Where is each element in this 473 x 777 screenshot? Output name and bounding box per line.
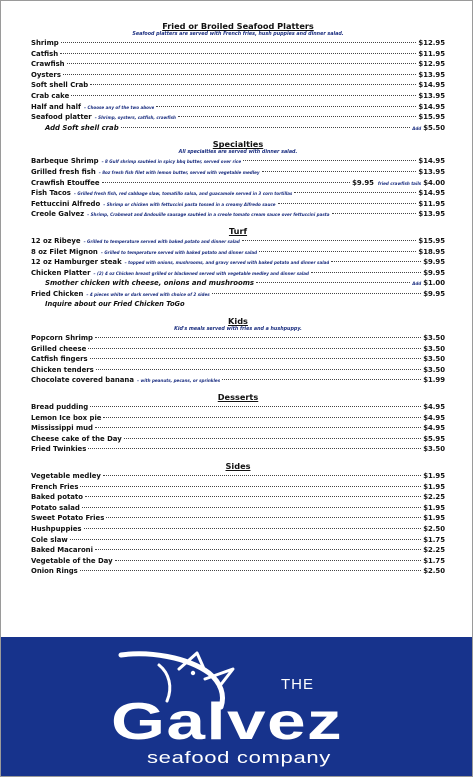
dot-leader bbox=[67, 63, 417, 64]
item-price: $3.50 bbox=[423, 334, 445, 343]
item-name: Crab cake bbox=[31, 91, 70, 100]
item-price: $1.99 bbox=[423, 376, 445, 385]
menu-item bbox=[31, 199, 445, 210]
dot-leader bbox=[63, 74, 416, 75]
item-name: Vegetable of the Day bbox=[31, 556, 113, 565]
item-price: $2.25 bbox=[423, 546, 445, 555]
dot-leader bbox=[95, 549, 421, 550]
dot-leader bbox=[80, 570, 421, 571]
dot-leader bbox=[90, 406, 421, 407]
menu-item bbox=[31, 80, 445, 91]
item-name: Chicken tenders bbox=[31, 365, 94, 374]
togo-note: Inquire about our Fried Chicken ToGo bbox=[45, 300, 185, 309]
item-name: Half and half bbox=[31, 102, 81, 111]
dot-leader bbox=[103, 475, 421, 476]
item-name: Cole slaw bbox=[31, 535, 68, 544]
item-name: Soft shell Crab bbox=[31, 81, 89, 90]
item-name: Fettuccini Alfredo bbox=[31, 199, 101, 208]
item-price: $4.95 bbox=[423, 424, 445, 433]
section-subtitle: Kid's meals served with fries and a hushpuppy. bbox=[174, 327, 302, 333]
item-name: 12 oz Hamburger steak bbox=[31, 258, 122, 267]
item-price: $1.75 bbox=[423, 535, 445, 544]
menu-item bbox=[31, 471, 445, 482]
dot-leader bbox=[106, 517, 421, 518]
section-desserts bbox=[31, 392, 445, 455]
menu-item bbox=[31, 444, 445, 455]
item-name: Crawfish bbox=[31, 60, 65, 69]
dot-leader bbox=[82, 507, 421, 508]
item-desc: – Shrimp, oysters, catfish, crawfish bbox=[94, 115, 176, 121]
menu-item bbox=[31, 354, 445, 365]
menu-item bbox=[31, 236, 445, 247]
item-price: $3.50 bbox=[423, 344, 445, 353]
menu-item bbox=[31, 375, 445, 386]
menu-item bbox=[31, 247, 445, 258]
item-name: Add Soft shell crab bbox=[45, 123, 119, 132]
item-price: $13.95 bbox=[418, 167, 445, 176]
item-name: Onion Rings bbox=[31, 567, 78, 576]
menu-item bbox=[31, 70, 445, 81]
item-price: $1.00 bbox=[423, 279, 445, 288]
dot-leader bbox=[156, 106, 416, 107]
section-title: Kids bbox=[228, 316, 248, 327]
footer-banner bbox=[1, 637, 472, 776]
section-sides bbox=[31, 461, 445, 577]
menu-item bbox=[31, 268, 445, 279]
dot-leader bbox=[96, 369, 421, 370]
item-desc: – 4 pieces white or dark served with choice of 2 sides bbox=[86, 291, 210, 297]
menu-item bbox=[31, 59, 445, 70]
menu-item bbox=[31, 503, 445, 514]
item-name: Vegetable medley bbox=[31, 472, 101, 480]
section-title: Desserts bbox=[217, 392, 259, 403]
item-desc: – 8 Gulf shrimp sautéed in spicy bbq butter, served over rice bbox=[101, 159, 242, 165]
item-price: $3.50 bbox=[423, 355, 445, 364]
dot-leader bbox=[115, 560, 422, 561]
item-name: Crawfish Etouffee bbox=[31, 178, 100, 187]
item-name: Catfish bbox=[31, 49, 59, 58]
item-name: Barbeque Shrimp bbox=[31, 157, 99, 166]
item-price: $9.95 bbox=[423, 268, 445, 277]
dot-leader bbox=[85, 496, 421, 497]
item-desc: – Grilled to temperature served with baked potato and dinner salad bbox=[100, 249, 258, 255]
item-desc: – 8oz fresh fish filet with lemon butter, served with vegetable medley bbox=[98, 169, 260, 175]
dot-leader bbox=[80, 486, 421, 487]
item-price: $1.95 bbox=[423, 472, 445, 480]
dot-leader bbox=[212, 293, 422, 294]
menu-item bbox=[31, 38, 445, 49]
menu-item-addon bbox=[31, 123, 445, 134]
menu-item bbox=[31, 513, 445, 524]
item-price: $11.95 bbox=[418, 199, 445, 208]
section-subtitle: Seafood platters are served with French fries, hush puppies and dinner salad. bbox=[132, 32, 344, 37]
section-seafood-platters bbox=[31, 21, 445, 133]
item-price-addon: $4.00 bbox=[423, 178, 445, 187]
item-name: Seafood platter bbox=[31, 113, 92, 122]
item-price: $13.95 bbox=[418, 91, 445, 100]
item-desc: – with peanuts, pecans, or sprinkles bbox=[136, 378, 221, 384]
logo-tagline: seafood company bbox=[147, 748, 331, 767]
dot-leader bbox=[256, 282, 410, 283]
item-price: $3.50 bbox=[423, 365, 445, 374]
item-price: $4.95 bbox=[423, 403, 445, 412]
dot-leader bbox=[259, 251, 416, 252]
item-name: Grilled fresh fish bbox=[31, 167, 96, 176]
section-title: Sides bbox=[225, 461, 251, 471]
item-desc: – Grilled fresh fish, red cabbage slaw, tomatillo salsa, and guacamole served in 3 corn tortillas bbox=[73, 191, 293, 197]
item-price: $1.75 bbox=[423, 556, 445, 565]
item-name: Oysters bbox=[31, 70, 61, 79]
dot-leader bbox=[332, 213, 417, 214]
item-name: 8 oz Filet Mignon bbox=[31, 247, 98, 256]
item-name: Fish Tacos bbox=[31, 189, 71, 198]
item-price: $4.95 bbox=[423, 413, 445, 422]
menu-item bbox=[31, 434, 445, 445]
item-desc: – Shrimp or chicken with fettuccini pasta tossed in a creamy Alfredo sauce bbox=[103, 201, 276, 207]
menu-item bbox=[31, 91, 445, 102]
item-price: $14.95 bbox=[418, 81, 445, 90]
item-name: Baked potato bbox=[31, 493, 83, 502]
item-price: $14.95 bbox=[418, 157, 445, 166]
section-turf bbox=[31, 226, 445, 310]
item-name: Sweet Potato Fries bbox=[31, 514, 105, 523]
menu-body bbox=[31, 21, 445, 583]
dot-leader bbox=[102, 182, 351, 183]
dot-leader bbox=[242, 240, 417, 241]
item-price: $13.95 bbox=[418, 70, 445, 79]
menu-item bbox=[31, 333, 445, 344]
menu-item bbox=[31, 423, 445, 434]
item-name: Bread pudding bbox=[31, 403, 89, 412]
item-price: $12.95 bbox=[418, 39, 445, 47]
dot-leader bbox=[71, 95, 416, 96]
item-price: $13.95 bbox=[418, 210, 445, 219]
item-price: $11.95 bbox=[418, 49, 445, 58]
logo bbox=[109, 643, 369, 771]
item-price: $9.95 bbox=[423, 258, 445, 267]
item-desc: – (2) 4 oz Chicken breast grilled or blackened served with vegetable medley and dinner salad bbox=[93, 270, 309, 276]
menu-item bbox=[31, 482, 445, 493]
menu-item-addon bbox=[31, 278, 445, 289]
item-name: Lemon Ice box pie bbox=[31, 413, 102, 422]
dot-leader bbox=[103, 417, 421, 418]
item-name: French Fries bbox=[31, 482, 79, 491]
dot-leader bbox=[90, 84, 416, 85]
item-price: $1.95 bbox=[423, 503, 445, 512]
dot-leader bbox=[88, 348, 421, 349]
menu-item bbox=[31, 545, 445, 556]
menu-item bbox=[31, 365, 445, 376]
menu-item-etouffee bbox=[31, 178, 445, 189]
item-price: $18.95 bbox=[418, 247, 445, 256]
item-desc: – Shrimp, Crabmeat and Andouille sausage sautéed in a creole tomato cream sauce over fettuccini pasta bbox=[87, 212, 330, 218]
item-tag: Add bbox=[412, 125, 422, 131]
item-price: $2.50 bbox=[423, 524, 445, 533]
item-name: Baked Macaroni bbox=[31, 546, 93, 555]
dot-leader bbox=[222, 379, 421, 380]
dot-leader bbox=[61, 42, 417, 43]
menu-item bbox=[31, 556, 445, 567]
section-title: Fried or Broiled Seafood Platters bbox=[162, 21, 314, 31]
menu-item bbox=[31, 112, 445, 123]
item-price: $5.95 bbox=[423, 434, 445, 443]
menu-item bbox=[31, 257, 445, 268]
dot-leader bbox=[95, 337, 421, 338]
item-name: Chicken Platter bbox=[31, 268, 91, 277]
menu-item bbox=[31, 413, 445, 424]
dot-leader bbox=[331, 261, 421, 262]
dot-leader bbox=[88, 448, 421, 449]
item-name: Mississippi mud bbox=[31, 424, 93, 433]
item-name: Chocolate covered banana bbox=[31, 376, 134, 385]
item-price: $9.95 bbox=[423, 289, 445, 298]
item-name: Fried Twinkies bbox=[31, 445, 87, 454]
item-desc: – Grilled to temperature served with baked potato and dinner salad bbox=[83, 238, 240, 244]
logo-the: THE bbox=[281, 676, 314, 693]
menu-item bbox=[31, 167, 445, 178]
dot-leader bbox=[311, 272, 421, 273]
menu-item-fried-chicken bbox=[31, 289, 445, 300]
menu-item bbox=[31, 102, 445, 113]
item-price: $15.95 bbox=[418, 236, 445, 245]
menu-item bbox=[31, 156, 445, 167]
dot-leader bbox=[90, 358, 422, 359]
dot-leader bbox=[95, 427, 421, 428]
dot-leader bbox=[178, 116, 416, 117]
item-tag: fried crawfish tails bbox=[377, 180, 422, 186]
item-price: $2.50 bbox=[423, 567, 445, 576]
item-name: 12 oz Ribeye bbox=[31, 236, 81, 245]
dot-leader bbox=[124, 438, 421, 439]
item-desc: – topped with onions, mushrooms, and gravy served with baked potato and dinner salad bbox=[124, 260, 330, 266]
menu-item bbox=[31, 535, 445, 546]
item-price: $14.95 bbox=[418, 189, 445, 198]
menu-item bbox=[31, 492, 445, 503]
item-name: Popcorn Shrimp bbox=[31, 334, 93, 343]
dot-leader bbox=[70, 539, 421, 540]
item-tag: Add bbox=[412, 281, 422, 287]
item-price: $5.50 bbox=[423, 123, 445, 132]
dot-leader bbox=[60, 53, 416, 54]
dot-leader bbox=[294, 192, 416, 193]
item-price: $15.95 bbox=[418, 113, 445, 122]
section-title: Turf bbox=[228, 225, 248, 236]
item-name: Cheese cake of the Day bbox=[31, 434, 122, 443]
item-price: $1.95 bbox=[423, 514, 445, 523]
item-price: $12.95 bbox=[418, 60, 445, 69]
item-price: $14.95 bbox=[418, 102, 445, 111]
section-specialties bbox=[31, 139, 445, 220]
item-name: Smother chicken with cheese, onions and mushrooms bbox=[45, 279, 255, 288]
item-name: Creole Galvez bbox=[31, 210, 85, 219]
item-name: Hushpuppies bbox=[31, 524, 82, 533]
item-price: $1.95 bbox=[423, 482, 445, 491]
dot-leader bbox=[278, 203, 417, 204]
menu-item bbox=[31, 524, 445, 535]
section-subtitle: All specialties are served with dinner salad. bbox=[178, 150, 298, 156]
item-price: $2.25 bbox=[423, 493, 445, 502]
item-name: Potato salad bbox=[31, 503, 80, 512]
menu-item bbox=[31, 344, 445, 355]
item-price: $3.50 bbox=[423, 445, 445, 454]
menu-item bbox=[31, 188, 445, 199]
dot-leader bbox=[262, 171, 417, 172]
item-name: Fried Chicken bbox=[31, 289, 84, 298]
logo-name: Galvez bbox=[111, 693, 343, 751]
menu-item bbox=[31, 402, 445, 413]
item-desc: – Choose any of the two above bbox=[83, 104, 155, 110]
section-kids bbox=[31, 316, 445, 386]
dot-leader bbox=[243, 160, 416, 161]
menu-item bbox=[31, 49, 445, 60]
item-name: Grilled cheese bbox=[31, 344, 87, 353]
item-price: $9.95 bbox=[352, 178, 374, 187]
menu-item bbox=[31, 209, 445, 220]
dot-leader bbox=[84, 528, 422, 529]
item-name: Shrimp bbox=[31, 39, 59, 47]
dot-leader bbox=[121, 127, 411, 128]
section-title: Specialties bbox=[212, 139, 264, 150]
menu-item bbox=[31, 566, 445, 577]
item-name: Catfish fingers bbox=[31, 355, 88, 364]
